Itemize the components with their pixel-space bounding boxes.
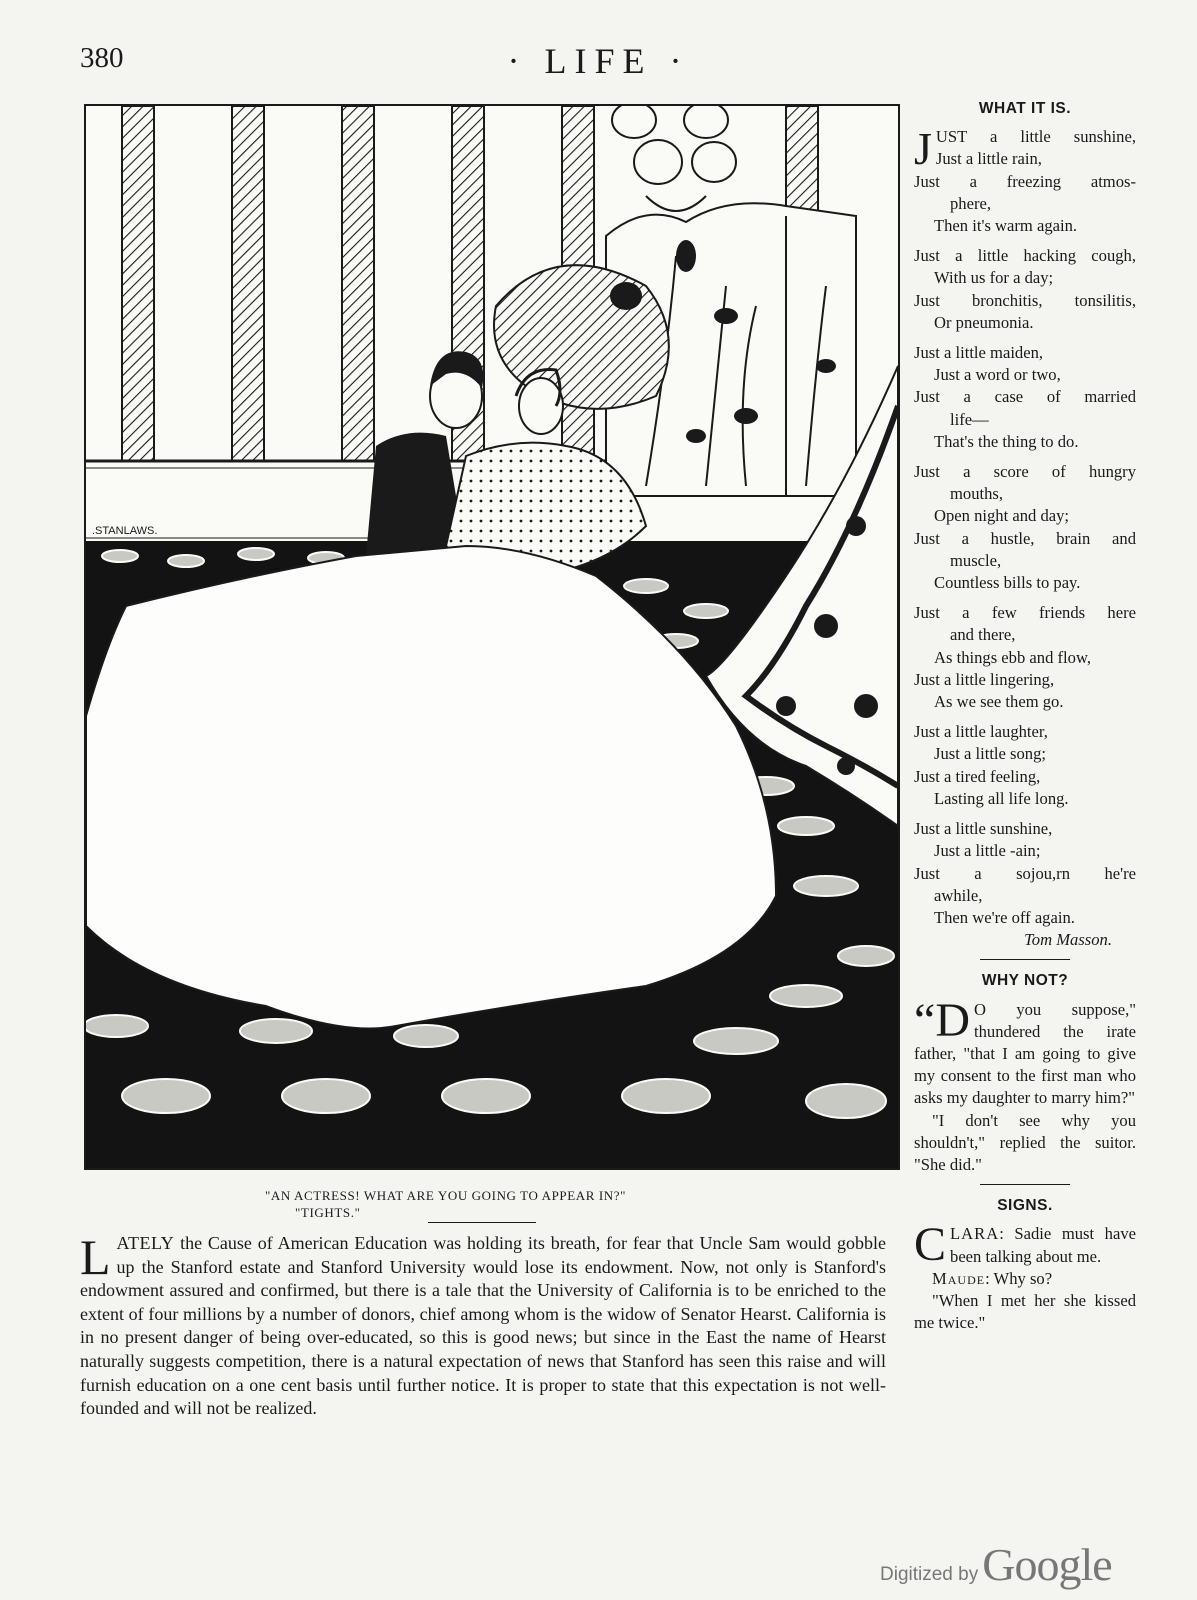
poem-line: Just a freezing atmos-: [914, 171, 1136, 191]
poem-line: Just a little sunshine,: [914, 819, 1053, 839]
poem-line: Just a little -ain;: [934, 841, 1041, 861]
poem-line: life—: [950, 409, 989, 429]
poem-line: Just a case of married: [914, 387, 1136, 407]
signs-title: SIGNS.: [997, 1197, 1053, 1215]
poem-line: That's the thing to do.: [934, 431, 1079, 451]
article: [80, 1229, 886, 1421]
poem-line: mouths,: [950, 484, 1004, 504]
why-not-text: [914, 993, 1136, 1110]
why-not-title: WHY NOT?: [981, 972, 1069, 990]
poem-line: Just bronchitis, tonsilitis,: [914, 290, 1136, 310]
signs-speaker-1: LARA: [950, 1224, 1000, 1244]
page-number: 380: [80, 42, 124, 74]
poem-line: Lasting all life long.: [934, 788, 1069, 808]
poem-line: Open night and day;: [934, 506, 1070, 526]
poem-line: Just a tired feeling,: [914, 766, 1041, 786]
poem-line: awhile,: [934, 885, 983, 905]
poem-line: Just a little rain,: [935, 149, 1042, 169]
caption-line-2: "TIGHTS.": [295, 1205, 361, 1220]
poem-dropcap: J: [914, 123, 932, 175]
poem-line: Just a little song;: [934, 744, 1047, 764]
poem-line: muscle,: [950, 550, 1002, 570]
poem-line: Just a score of hungry: [914, 462, 1136, 482]
masthead-title: · LIFE ·: [507, 41, 690, 81]
poem-line: Just a little laughter,: [914, 722, 1048, 742]
illustration: [84, 104, 900, 1170]
artist-signature: .STANLAWS.: [92, 525, 158, 537]
poem-stanza-4: [914, 461, 1136, 594]
article-dropcap: L: [80, 1229, 111, 1285]
poem-line: Just a little hacking cough,: [914, 246, 1136, 266]
poem-line: phere,: [950, 193, 991, 213]
section-rule: [980, 959, 1070, 960]
section-rule: [980, 1184, 1070, 1185]
signs-exchange: [914, 1268, 1136, 1290]
illustration-caption: [265, 1187, 626, 1221]
caption-line-1: "AN ACTRESS! WHAT ARE YOU GOING TO APPEAR IN?": [265, 1188, 627, 1203]
poem-line: Just a sojou,rn he're: [914, 863, 1136, 883]
signs-line-2: : Why so?: [985, 1268, 1053, 1288]
why-not-paragraph-2: "I don't see why you shouldn't," replied the suitor. "She did.": [914, 1110, 1136, 1174]
google-logo: Google: [982, 1539, 1112, 1590]
sidebar: [914, 98, 1136, 1334]
poem-line: Then it's warm again.: [934, 216, 1078, 236]
poem-line: Just a little maiden,: [914, 343, 1044, 363]
poem-line: As we see them go.: [934, 692, 1064, 712]
poem-line: Or pneumonia.: [934, 312, 1034, 332]
why-not-paragraph-1: O you suppose," thundered the irate father, "that I am going to give my consent to the first man who asks my daughter to marry him?": [914, 999, 1136, 1108]
why-not-dropcap: “D: [914, 993, 970, 1047]
article-body: the Cause of American Education was holding its breath, for fear that Uncle Sam would gobble up the Stanford estate and Stanford University would lose its endowment. Now, not only is Stanford's endowment assured and confirmed, but there is a tale that the University of California is to be enriched to the extent of four millions by a number of donors, chief among whom is the widow of Senator Hearst. California is in no present danger of being over-educated, so this is good news; but since in the East the name of Hearst naturally suggests competition, there is a natural expectation of news that Stanford has seen this raise and will furnish education on a one cent basis until further notice. It is proper to state that this expectation is not well-founded and will not be realized.: [80, 1233, 886, 1419]
poem-line: UST a little sunshine,: [935, 127, 1136, 147]
signs-line-3: "When I met her she kissed me twice.": [914, 1290, 1136, 1333]
poem-line: Just a little lingering,: [914, 669, 1055, 689]
poem-line: Then we're off again.: [934, 907, 1075, 927]
poem-line: Countless bills to pay.: [934, 573, 1081, 593]
poem-line: Just a hustle, brain and: [914, 528, 1136, 548]
poem-stanza-5: [914, 602, 1136, 713]
signs-speaker-2: Maude: [932, 1268, 986, 1288]
poem-author: Tom Masson.: [1024, 930, 1112, 950]
signs-dropcap: C: [914, 1218, 947, 1272]
digitized-by-label: Digitized by: [880, 1564, 979, 1585]
poem-stanza-1: [914, 123, 1136, 237]
poem-line: With us for a day;: [934, 268, 1054, 288]
poem-line: and there,: [950, 625, 1016, 645]
article-lead: ATELY: [116, 1233, 175, 1253]
illustration-drawing: [86, 106, 898, 1168]
poem-stanza-6: [914, 721, 1136, 810]
poem-line: Just a few friends here: [914, 603, 1136, 623]
poem-stanza-3: [914, 342, 1136, 453]
poem-stanza-2: [914, 245, 1136, 334]
poem-line: Just a word or two,: [934, 365, 1061, 385]
signs-text: [914, 1218, 1136, 1272]
poem-title: WHAT IT IS.: [978, 100, 1072, 117]
poem-stanza-7: [914, 818, 1136, 951]
signs-line-1: : Sadie must have been talking about me.: [950, 1224, 1136, 1266]
digitized-watermark: [880, 1538, 1112, 1591]
caption-rule: [428, 1222, 536, 1223]
poem-line: As things ebb and flow,: [934, 647, 1092, 667]
